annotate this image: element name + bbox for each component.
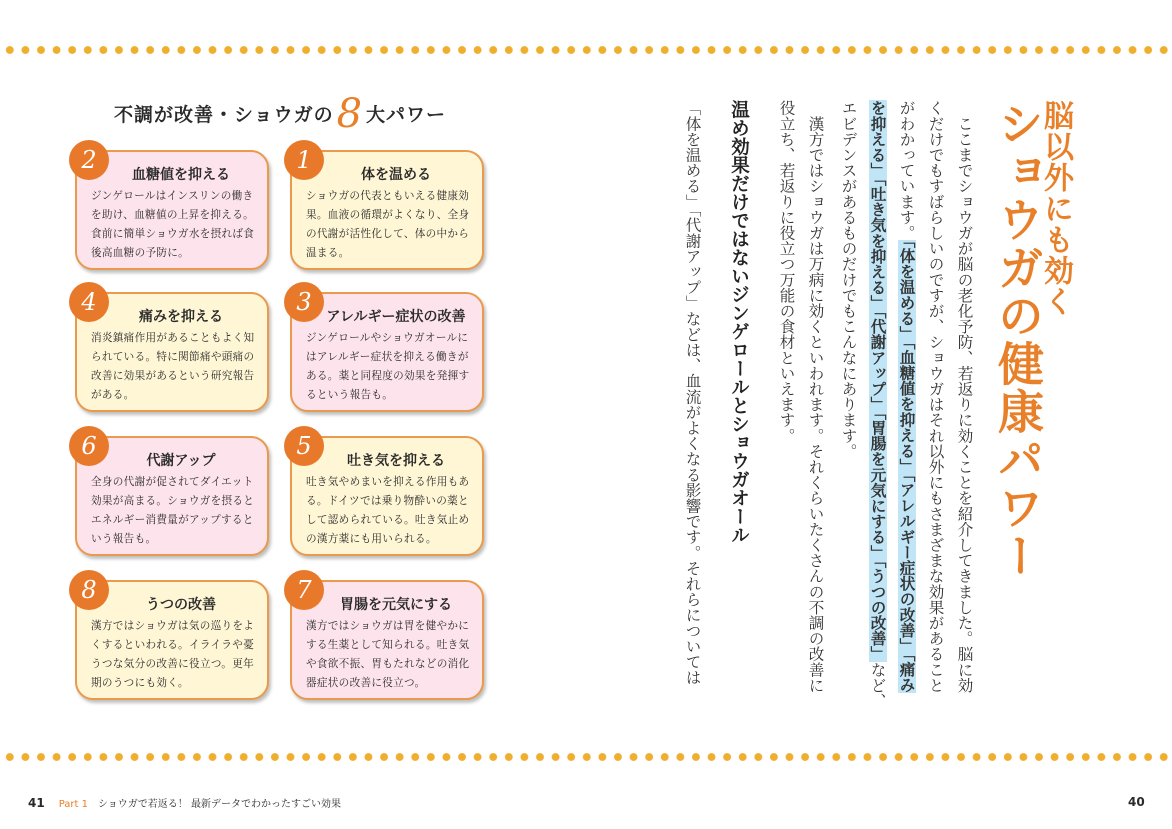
card-body: 消炎鎮痛作用があることもよく知られている。特に関節痛や頭痛の改善に効果があるという研究報告がある。 [91,332,255,401]
power-card [75,432,269,556]
card-title: 痛みを抑える [139,309,223,325]
card-body: 全身の代謝が促されてダイエット効果が高まる。ショウガを摂るとエネルギー消費量がアップするという報告も。 [91,476,255,545]
number-badge: 5 [284,426,324,466]
subheading: 温め効果だけではないジンゲロールとショウガオール [728,100,750,544]
text-segment: くだけでもすばらしいのですが、ショウガはそれ以外にもさまざまな効果があること [926,100,945,693]
text-segment: など、 [868,661,887,709]
number-badge: 2 [69,140,109,180]
number-badge: 4 [69,282,109,322]
card-body: 漢方ではショウガは胃を健やかにする生薬として知られる。吐き気や食欲不振、胃もたれなどの消化器症状の改善に役立つ。 [306,620,470,689]
card-title: 代謝アップ [146,453,216,469]
title-sub: 脳以外にも効く [1038,100,1073,317]
power-card [75,576,269,700]
number-badge: 8 [69,570,109,610]
number-badge: 3 [284,282,324,322]
top-dot-border [0,45,1172,55]
card-body: 吐き気やめまいを抑える作用もある。ドイツでは乗り物酔いの薬として認められている。吐き気止めの漢方薬にも用いられる。 [306,476,470,545]
left-page-heading [80,91,480,137]
number-badge: 6 [69,426,109,466]
text-segment: がわかっています。 [897,100,916,241]
body-column: 「体を温める」「代謝アップ」などは、血流がよくなる影響です。それらについては [683,100,702,685]
body-column [956,100,972,693]
number-badge: 7 [284,570,324,610]
page-number-left: 41 [28,796,45,810]
body-column [778,100,794,443]
body-column [807,100,823,693]
card-body: ショウガの代表ともいえる健康効果。血液の循環がよくなり、全身の代謝が活性化して、体の中から温まる。 [306,190,470,259]
card-body: ジンゲロールはインスリンの働きを助け、血糖値の上昇を抑える。食前に簡単ショウガ水を摂れば食後高血糖の予防に。 [91,190,255,259]
body-column [927,100,943,693]
number-badge: 1 [284,140,324,180]
power-card [290,432,484,556]
part-label: Part 1 [58,799,88,810]
card-title: 血糖値を抑える [132,167,230,183]
card-title: アレルギー症状の改善 [326,309,466,325]
heading-text: 不調が改善・ショウガの [113,104,334,126]
title-main: ショウガの健康パワー [991,100,1045,580]
power-card [75,146,269,270]
power-card [290,146,484,270]
power-card [290,288,484,412]
card-title: 吐き気を抑える [347,453,445,469]
card-body: 漢方ではショウガは気の巡りをよくするといわれる。イライラや憂うつな気分の改善に役立つ。更年期のうつにも効く。 [91,620,255,689]
card-body: ジンゲロールやショウガオールにはアレルギー症状を抑える働きがある。薬と同程度の効果を発揮するという報告も。 [306,332,470,401]
text-segment: エビデンスがあるものだけでもこんなにあります。 [839,100,858,459]
card-title: 体を温める [361,167,431,183]
left-footer [28,795,341,810]
power-card [75,288,269,412]
card-title: 胃腸を元気にする [340,597,452,613]
body-column [869,100,885,708]
body-column [898,100,914,693]
heading-number: 8 [336,91,364,137]
text-segment: ここまでショウガが脳の老化予防、若返りに効くことを紹介してきました。脳に効 [955,100,974,693]
page-number-right: 40 [1128,795,1145,809]
card-title: うつの改善 [146,597,216,613]
right-footer [1128,795,1159,809]
power-card [290,576,484,700]
text-segment: 漢方ではショウガは万病に効くといわれます。それくらいたくさんの不調の改善に [806,100,825,693]
text-segment: 役立ち、若返りに役立つ万能の食材といえます。 [777,100,796,444]
highlighted-text: を抑える」「吐き気を抑える」「代謝アップ」「胃腸を元気にする」「うつの改善」 [868,100,887,662]
heading-text-end: 大パワー [366,104,447,126]
chapter-title: ショウガで若返る！ 最新データでわかったすごい効果 [98,799,341,810]
body-column [840,100,856,459]
bottom-dot-border [0,752,1172,762]
highlighted-text: 「体を温める」「血糖値を抑える」「アレルギー症状の改善」「痛み [897,240,916,693]
